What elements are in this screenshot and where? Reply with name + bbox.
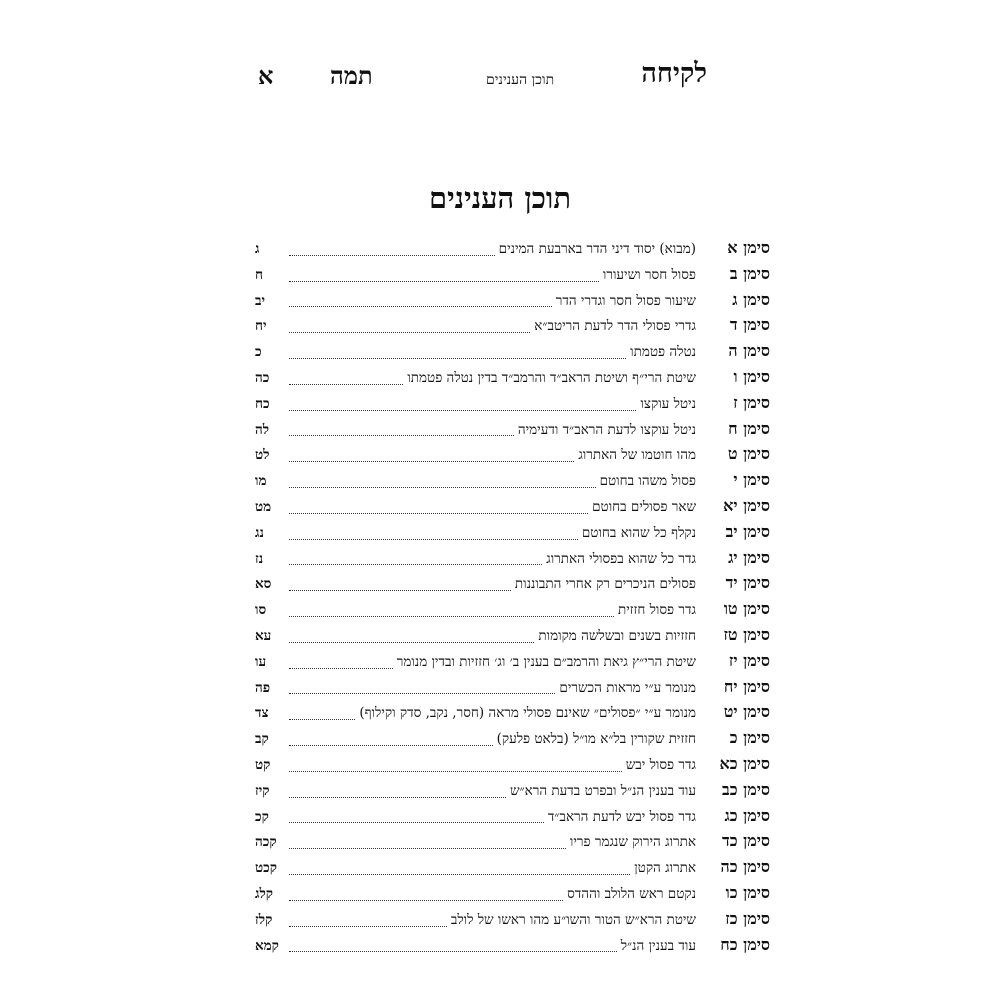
toc-entry-section-label: סימן ז xyxy=(733,392,770,412)
toc-entry-page-number: צד xyxy=(255,705,269,722)
dot-leader xyxy=(289,331,530,333)
toc-entry-section-label: סימן כה xyxy=(720,857,770,877)
toc-entry-title: אתרוג הירוק שנגמר פריו xyxy=(569,834,696,851)
toc-entry-page-number: קלג xyxy=(255,885,273,902)
book-title: לקיחה xyxy=(641,58,707,89)
toc-entry-section-label: סימן כד xyxy=(722,831,770,851)
toc-entry xyxy=(255,393,770,419)
toc-entry-section-label: סימן יז xyxy=(728,650,770,670)
toc-entry xyxy=(255,238,770,264)
dot-leader xyxy=(289,357,626,359)
toc-entry-section-label: סימן יט xyxy=(723,702,770,722)
toc-entry-title: גדר פסול חזזית xyxy=(618,602,696,619)
toc-entry-section-label: סימן ח xyxy=(728,418,770,438)
toc-entry xyxy=(255,548,770,574)
toc-entry-section-label: סימן טז xyxy=(723,624,770,644)
toc-entry-section-label: סימן יא xyxy=(723,495,770,515)
toc-entry-title: ניטל עוקצו לדעת הראב״ד ודעימיה xyxy=(517,421,696,438)
toc-entry-title: נקלף כל שהוא בחוטם xyxy=(581,524,696,541)
toc-entry-page-number: כח xyxy=(255,395,270,412)
toc-entry xyxy=(255,522,770,548)
toc-entry-title: שיעור פסול חסר וגדרי הדר xyxy=(555,292,696,309)
page-number-letter: א xyxy=(258,61,274,90)
toc-entry xyxy=(255,367,770,393)
toc-entry-section-label: סימן טו xyxy=(723,599,770,619)
toc-entry-title: גדר כל שהוא בפסולי האתרוג xyxy=(546,550,696,567)
toc-entry-section-label: סימן יד xyxy=(725,573,770,593)
toc-entry-section-label: סימן י xyxy=(733,470,770,490)
toc-entry-section-label: סימן ט xyxy=(727,444,770,464)
dot-leader xyxy=(289,563,542,565)
toc-entry-title: עוד בענין הנ״ל ובפרט בדעת הרא״ש xyxy=(509,782,696,799)
toc-entry-page-number: נג xyxy=(255,524,264,541)
dot-leader xyxy=(289,925,447,927)
toc-entry-page-number: ג xyxy=(255,241,260,257)
toc-entry-title: פסולים הניכרים רק אחרי התבוננות xyxy=(514,576,696,593)
toc-entry xyxy=(255,444,770,470)
toc-entry-page-number: קכ xyxy=(255,808,269,825)
dot-leader xyxy=(289,486,596,488)
dot-leader xyxy=(289,667,393,669)
toc-entry-title: מהו חוטמו של האתרוג xyxy=(578,447,696,464)
toc-entry-title: שיטת הרא״ש הטור והשו״ע מהו ראשו של לולב xyxy=(450,911,696,928)
toc-entry xyxy=(255,573,770,599)
toc-entry-page-number: קלז xyxy=(255,911,273,928)
toc-entry-page-number: ח xyxy=(255,266,263,283)
toc-entry-title: שאר פסולים בחוטם xyxy=(592,498,696,515)
toc-entry xyxy=(255,470,770,496)
toc-entry xyxy=(255,264,770,290)
toc-entry-page-number: כ xyxy=(255,344,262,361)
toc-entry-page-number: לה xyxy=(255,421,270,438)
dot-leader xyxy=(289,409,636,411)
toc-entry-title: נטלה פטמתו xyxy=(630,344,696,361)
toc-entry-title: פסול חסר ושיעורו xyxy=(602,266,696,283)
running-header xyxy=(0,58,1000,98)
toc-entry xyxy=(255,496,770,522)
toc-heading: תוכן הענינים xyxy=(428,181,572,215)
toc-entry-page-number: עא xyxy=(255,627,272,644)
toc-entry xyxy=(255,341,770,367)
toc-entry xyxy=(255,419,770,445)
toc-entry-page-number: פה xyxy=(255,679,271,696)
toc-entry-page-number: קכה xyxy=(255,834,277,851)
toc-entry-section-label: סימן כ xyxy=(729,728,770,748)
toc-entry-title: נקטם ראש הלולב וההדס xyxy=(567,885,696,902)
toc-entry-section-label: סימן כח xyxy=(720,934,770,954)
dot-leader xyxy=(289,770,622,772)
dot-leader xyxy=(289,254,495,256)
toc-entry xyxy=(255,728,770,754)
dot-leader xyxy=(289,744,493,746)
toc-entry-section-label: סימן כג xyxy=(724,805,770,825)
toc-entry-title: שיטת הרי״ץ גיאת והרמב״ם בענין ב׳ וג׳ חזזיות ובדין מנומר xyxy=(396,653,696,670)
toc-entry xyxy=(255,599,770,625)
toc-entry-page-number: עו xyxy=(255,653,267,670)
toc-entry-section-label: סימן ד xyxy=(729,315,770,335)
toc-entry xyxy=(255,909,770,935)
dot-leader xyxy=(289,950,617,952)
page-number-hebrew: תמה xyxy=(330,61,373,90)
toc-entry-page-number: קב xyxy=(255,731,269,748)
toc-entry-title: שיטת הרי״ף ושיטת הראב״ד והרמב״ד בדין נטלה פטמתו xyxy=(407,369,696,386)
dot-leader xyxy=(289,538,578,540)
toc-entry xyxy=(255,651,770,677)
toc-entry xyxy=(255,883,770,909)
dot-leader xyxy=(289,847,566,849)
toc-entry-title: מנומר ע״י ״פסולים״ שאינם פסולי מראה (חסר, נקב, סדק וקילוף) xyxy=(359,705,696,722)
toc-entry-page-number: קמא xyxy=(255,937,279,954)
toc-entry-title: אתרוג הקטן xyxy=(634,860,696,877)
toc-entry-page-number: סו xyxy=(255,602,267,619)
dot-leader xyxy=(289,305,552,307)
toc-entry-title: גדר פסול יבש xyxy=(625,756,696,773)
toc-entry-page-number: קיז xyxy=(255,782,270,799)
toc-entry-section-label: סימן יב xyxy=(725,521,770,541)
toc-entry-title: מנומר ע״י מראות הכשרים xyxy=(559,679,696,696)
toc-entry-page-number: קט xyxy=(255,756,271,773)
dot-leader xyxy=(289,796,506,798)
toc-entry-page-number: קכט xyxy=(255,860,277,877)
dot-leader xyxy=(289,512,588,514)
toc-entry-title: עוד בענין הנ״ל xyxy=(620,937,696,954)
toc-entry-section-label: סימן ב xyxy=(729,263,770,283)
toc-entry xyxy=(255,806,770,832)
toc-entry-page-number: יב xyxy=(255,292,266,309)
toc-entry-section-label: סימן כא xyxy=(719,753,770,773)
toc-entry xyxy=(255,857,770,883)
toc-entry-title: חזזיות בשנים ובשלשה מקומות xyxy=(538,627,696,644)
toc-entry xyxy=(255,702,770,728)
toc-entry-page-number: סא xyxy=(255,576,272,593)
toc-entry-page-number: מו xyxy=(255,473,267,490)
dot-leader xyxy=(289,692,555,694)
toc-entry-title: (מבוא) יסוד דיני הדר בארבעת המינים xyxy=(498,241,696,257)
table-of-contents xyxy=(255,238,770,960)
toc-entry-section-label: סימן יג xyxy=(728,547,770,567)
toc-entry-page-number: יח xyxy=(255,318,267,335)
dot-leader xyxy=(289,718,355,720)
running-section-title: תוכן הענינים xyxy=(486,72,555,88)
toc-entry-title: גדר פסול יבש לדעת הראב״ד xyxy=(547,808,696,825)
dot-leader xyxy=(289,280,599,282)
toc-entry-title: חזזית שקורין בל״א מו״ל (בלאט פלעק) xyxy=(496,731,696,748)
toc-entry xyxy=(255,290,770,316)
toc-entry-section-label: סימן ג xyxy=(732,289,770,309)
toc-entry xyxy=(255,315,770,341)
toc-entry-title: ניטל עוקצו xyxy=(640,395,696,412)
toc-entry-page-number: כה xyxy=(255,369,270,386)
toc-entry-page-number: נז xyxy=(255,550,264,567)
toc-entry-section-label: סימן ה xyxy=(728,341,770,361)
dot-leader xyxy=(289,641,534,643)
toc-entry xyxy=(255,780,770,806)
toc-entry-section-label: סימן כז xyxy=(725,908,770,928)
toc-entry-section-label: סימן ו xyxy=(733,366,770,386)
toc-entry-section-label: סימן כב xyxy=(722,779,770,799)
dot-leader xyxy=(289,821,544,823)
toc-entry xyxy=(255,625,770,651)
dot-leader xyxy=(289,873,630,875)
dot-leader xyxy=(289,899,563,901)
dot-leader xyxy=(289,383,403,385)
toc-entry-title: פסול משהו בחוטם xyxy=(599,473,696,490)
toc-entry-page-number: מט xyxy=(255,498,272,515)
dot-leader xyxy=(289,434,514,436)
toc-entry xyxy=(255,935,770,961)
dot-leader xyxy=(289,589,511,591)
toc-entry-section-label: סימן יח xyxy=(723,676,770,696)
dot-leader xyxy=(289,615,614,617)
toc-entry xyxy=(255,754,770,780)
toc-entry xyxy=(255,677,770,703)
toc-entry-title: גדרי פסולי הדר לדעת הריטב״א xyxy=(534,318,696,335)
toc-entry-section-label: סימן כו xyxy=(725,882,770,902)
toc-entry-section-label: סימן א xyxy=(727,238,770,257)
toc-entry xyxy=(255,831,770,857)
toc-entry-page-number: לט xyxy=(255,447,270,464)
dot-leader xyxy=(289,460,574,462)
